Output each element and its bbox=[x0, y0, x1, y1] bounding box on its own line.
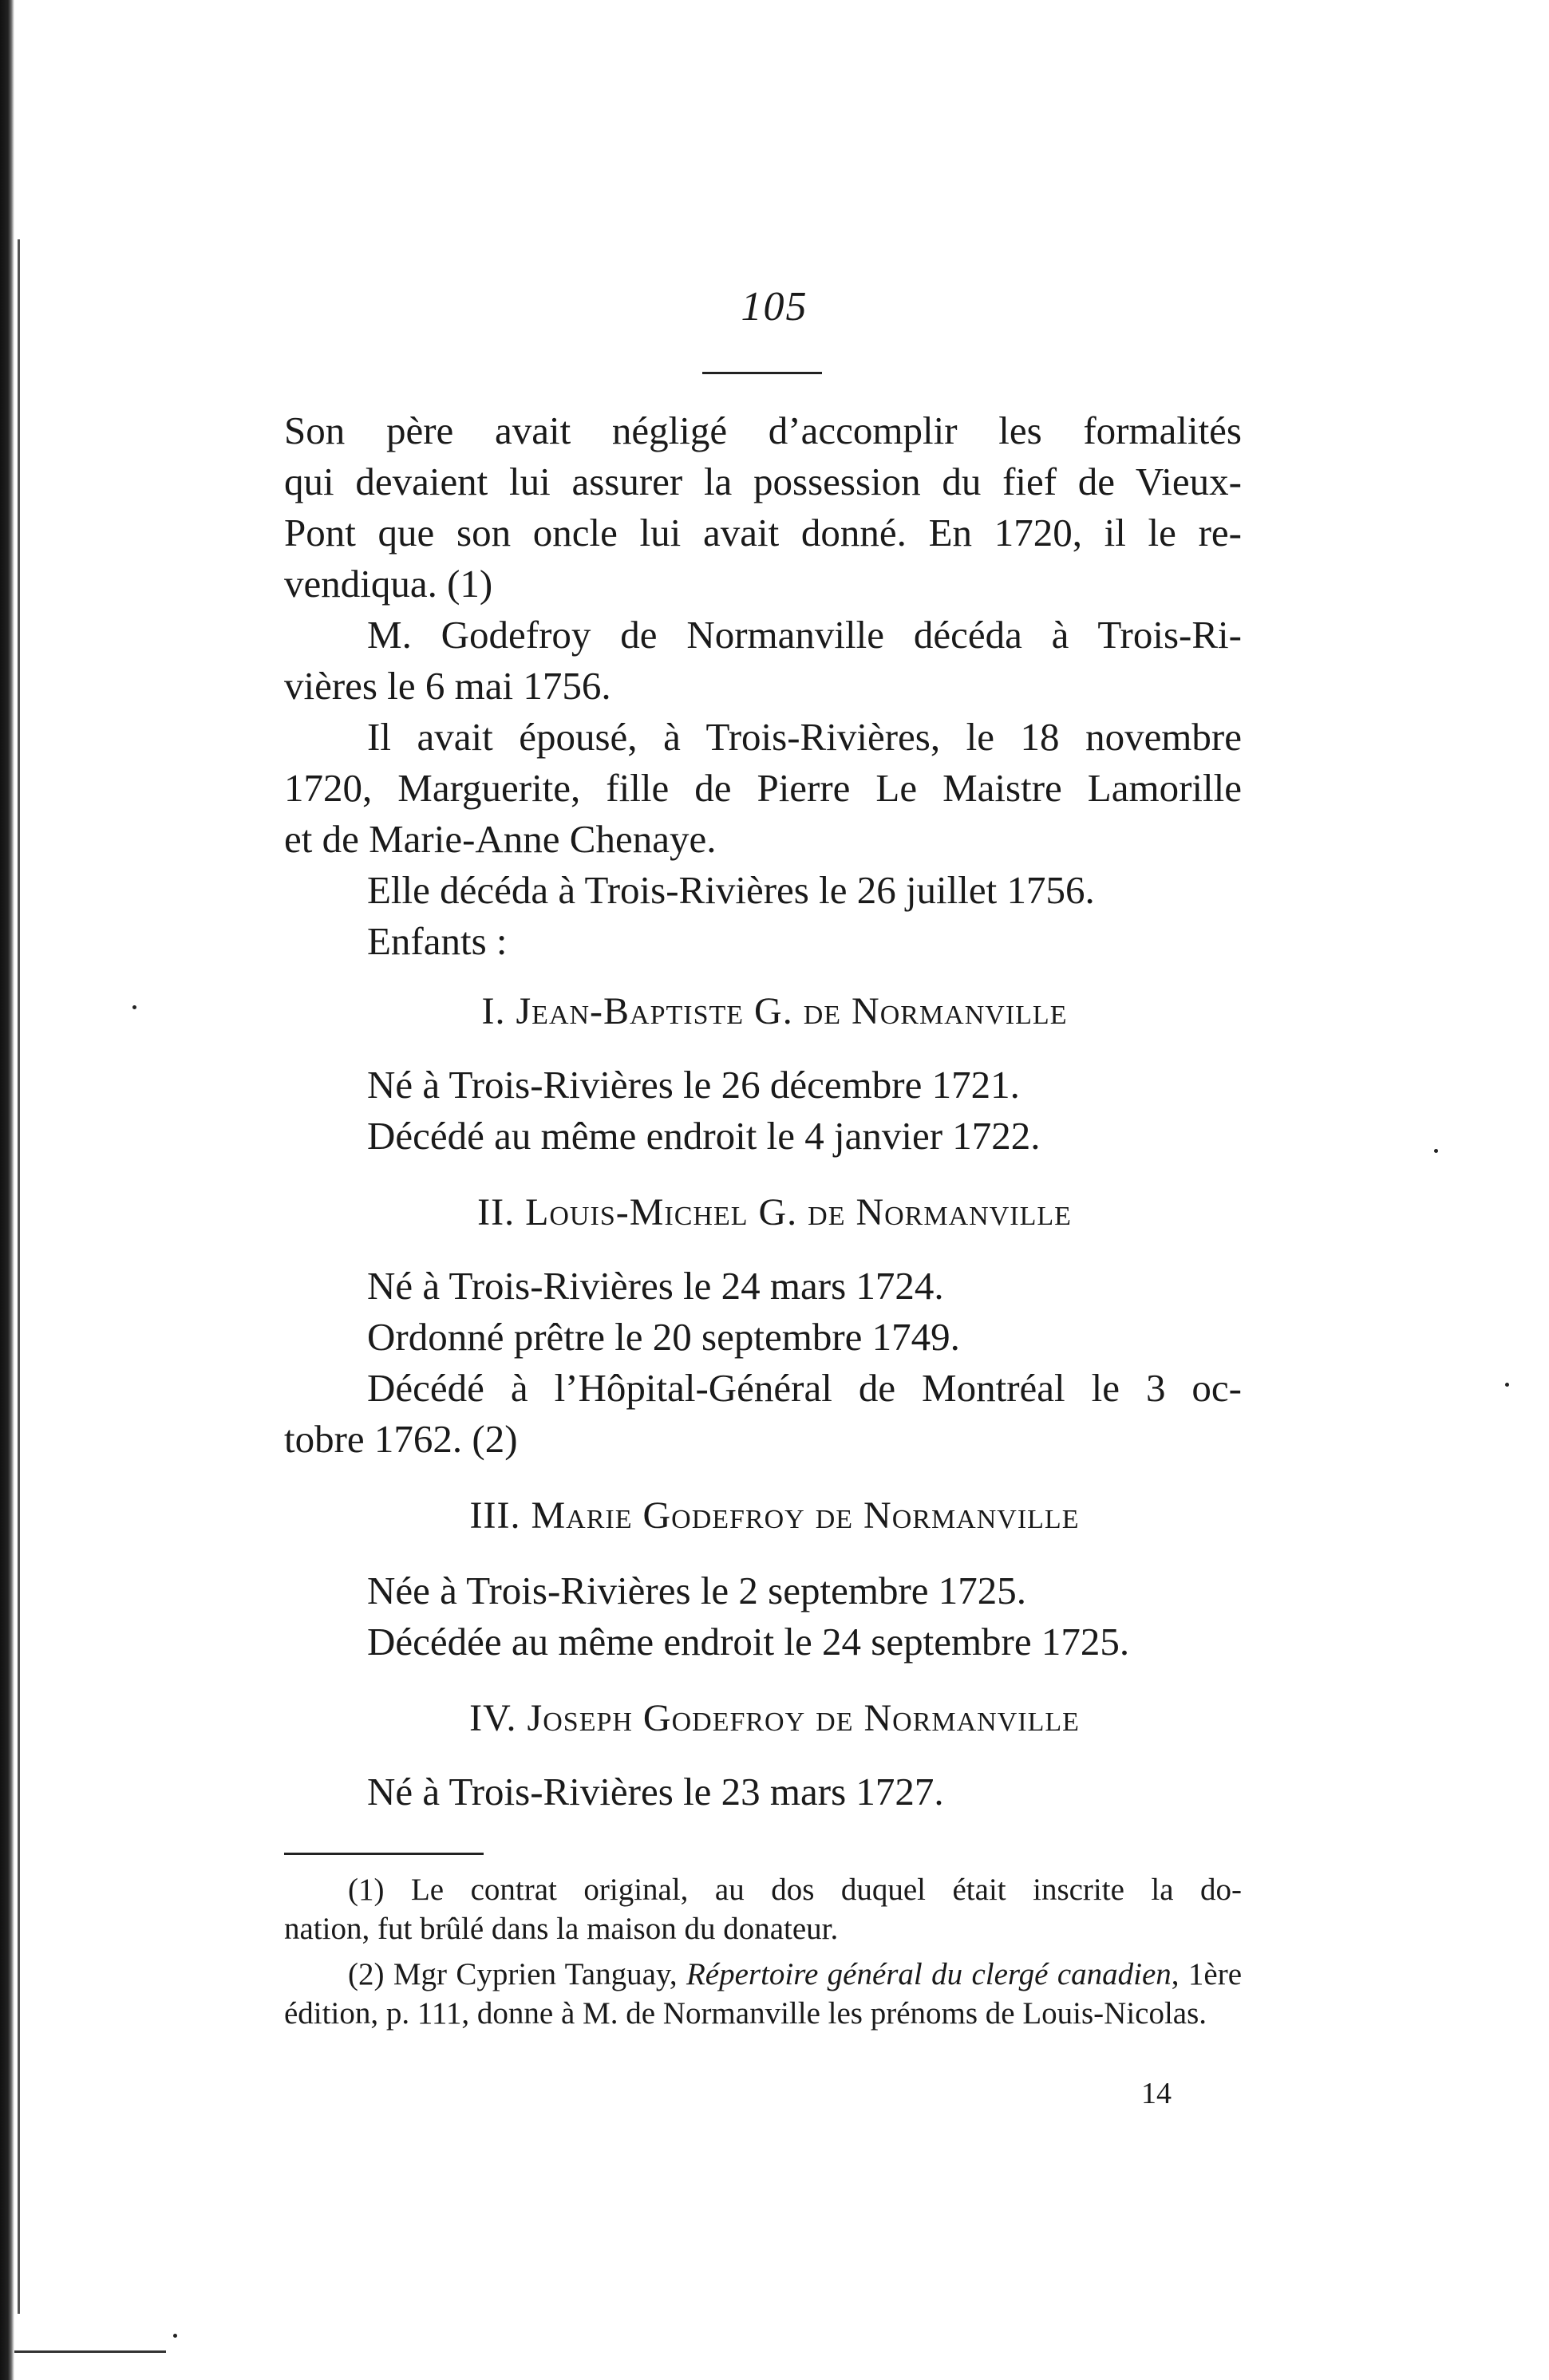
paragraph-line: 1720, Marguerite, fille de Pierre Le Maistre Lamorille bbox=[284, 766, 1242, 810]
paragraph-line: et de Marie-Anne Chenaye. bbox=[284, 817, 717, 861]
ink-speck bbox=[1434, 1149, 1438, 1153]
footnote-2-marker: (2) bbox=[348, 1957, 385, 1991]
child-heading: I. Jean-Baptiste G. de Normanville bbox=[481, 990, 1068, 1032]
paragraph-line: Pont que son oncle lui avait donné. En 1720, il le re- bbox=[284, 511, 1242, 555]
ink-speck bbox=[173, 2334, 177, 2338]
footnote-2-pre: Mgr Cyprien Tanguay, bbox=[393, 1957, 686, 1991]
paragraph-line: Elle décéda à Trois-Rivières le 26 juillet 1756. bbox=[367, 868, 1095, 912]
child-heading: II. Louis-Michel G. de Normanville bbox=[477, 1191, 1072, 1233]
ink-speck bbox=[1505, 1383, 1509, 1387]
footnote-rule bbox=[284, 1853, 484, 1855]
paragraph-line: Son père avait négligé d’accomplir les formalités bbox=[284, 409, 1242, 452]
child-line: Ordonné prêtre le 20 septembre 1749. bbox=[367, 1315, 960, 1359]
footnote-1-line bbox=[284, 1870, 1242, 1909]
binding-edge-line bbox=[18, 239, 20, 2314]
child-line: Né à Trois-Rivières le 24 mars 1724. bbox=[367, 1264, 944, 1308]
footnote-2-post: , 1ère édition, p. 111, donne à M. de Normanville les prénoms de Louis-Nicolas. bbox=[284, 1957, 1243, 2031]
paragraph-line: vières le 6 mai 1756. bbox=[284, 664, 611, 708]
footnote-1-text: Le contrat original, au dos duquel était inscrite la do- bbox=[410, 1873, 1243, 1907]
bottom-edge-rule bbox=[14, 2350, 166, 2353]
paragraph-line: qui devaient lui assurer la possession du fief de Vieux- bbox=[284, 460, 1242, 503]
child-line: Décédée au même endroit le 24 septembre 1725. bbox=[367, 1620, 1130, 1664]
signature-mark: 14 bbox=[1141, 2077, 1172, 2110]
child-heading: III. Marie Godefroy de Normanville bbox=[469, 1494, 1080, 1537]
footnote-2 bbox=[284, 1955, 1242, 2033]
paragraph-line: Enfants : bbox=[367, 919, 508, 963]
footnote-1-line: nation, fut brûlé dans la maison du donateur. bbox=[284, 1912, 839, 1946]
paragraph-line: M. Godefroy de Normanville décéda à Trois-Ri- bbox=[367, 613, 1242, 657]
child-line: Né à Trois-Rivières le 26 décembre 1721. bbox=[367, 1063, 1020, 1107]
child-line: tobre 1762. (2) bbox=[284, 1417, 518, 1461]
child-line: Décédé au même endroit le 4 janvier 1722. bbox=[367, 1114, 1041, 1158]
footnote-1-marker: (1) bbox=[348, 1873, 385, 1907]
page-number: 105 bbox=[741, 284, 808, 330]
footnote-2-title: Répertoire général du clergé canadien bbox=[686, 1957, 1172, 1991]
paragraph-line: vendiqua. (1) bbox=[284, 562, 493, 606]
child-heading: IV. Joseph Godefroy de Normanville bbox=[469, 1697, 1080, 1739]
child-line: Née à Trois-Rivières le 2 septembre 1725. bbox=[367, 1569, 1027, 1612]
child-line: Décédé à l’Hôpital-Général de Montréal le 3 oc- bbox=[367, 1366, 1242, 1410]
header-rule bbox=[702, 372, 822, 374]
paragraph-line: Il avait épousé, à Trois-Rivières, le 18 novembre bbox=[367, 715, 1242, 759]
child-line: Né à Trois-Rivières le 23 mars 1727. bbox=[367, 1770, 944, 1814]
